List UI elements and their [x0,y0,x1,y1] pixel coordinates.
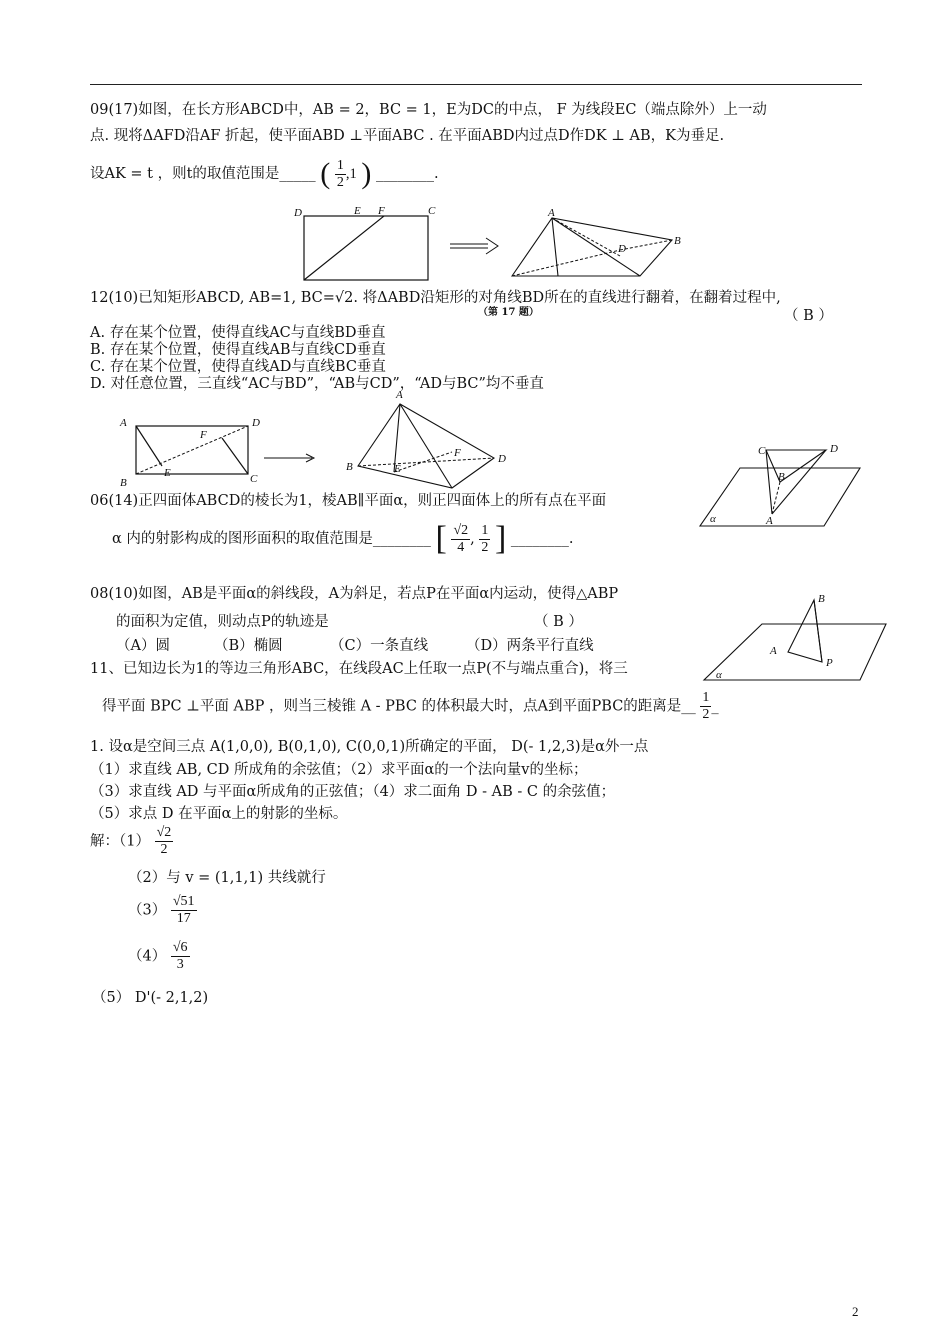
q1-sol1-frac [155,825,174,858]
q12-fig-label: C [250,473,258,485]
q12-fig-label: D [252,417,260,429]
q12-option-d: D. 对任意位置，三直线“AC与BD”，“AB与CD”，“AD与BC”均不垂直 [90,376,544,392]
q12-fig-label: B [120,477,127,489]
q12-fig-label: A [120,417,127,429]
q09-line1: 09(17)如图，在长方形ABCD中，AB = 2，BC = 1，E为DC的中点， F 为线段EC（端点除外）上一动 [90,102,767,118]
q11-ans-num: 1 [702,690,710,705]
q06-fig-label: B [778,471,785,483]
q12-fig-label: A [396,390,403,401]
q06-fig-label: C [758,445,766,457]
q1-s3-num: √51 [172,894,195,909]
q09-answer-num: 1 [336,157,344,173]
q08-fig-label: P [826,657,833,669]
q08-figure [700,590,890,686]
q12-fig-label: E [164,467,171,479]
q09-answer-fraction [335,158,346,191]
q12-fig-label: B [346,461,353,473]
q08-fig-label: B [818,593,825,605]
q12-option-c: C. 存在某个位置，使得直线AD与直线BC垂直 [90,359,386,375]
q1-sol1 [90,825,173,858]
q08-line2: 的面积为定值，则动点P的轨迹是 [116,614,329,630]
q11-answer [700,690,711,723]
header-rule [90,84,862,85]
q09-fig-label: E [354,205,361,217]
q11-line2 [102,690,719,723]
q06-ans-a [451,523,470,556]
q1-s4-label: （4） [128,948,167,965]
q12-fig-label: D [498,453,506,465]
q06-ans-b [479,523,490,556]
q09-fig-label: B [674,235,681,247]
q1-sol3-frac [171,894,197,927]
q08-fig-label: A [770,645,777,657]
q08-fig-label: α [716,669,722,681]
q09-line2: 点. 现将ΔAFD沿AF 折起，使平面ABD ⊥平面ABC . 在平面ABD内过点D作DK ⊥ AB，K为垂足. [90,128,725,144]
q11-line2-text: 得平面 BPC ⊥平面 ABP ，则当三棱锥 A - PBC 的体积最大时，点A到平面PBC的距离是__ [102,698,696,715]
q06-figure [696,438,866,530]
q1-s3-label: （3） [128,902,167,919]
q1-s4-den: 3 [176,957,184,972]
q11-ans-den: 2 [702,707,710,722]
q06-line2: α 内的射影构成的图形面积的取值范围是________ [ $\frac{√2}{4}$ , $\frac{1}{2}$ ] ________. [112,520,574,557]
q1-s1-den: 2 [160,842,168,857]
q1-part3: （5）求点 D 在平面α上的射影的坐标。 [90,806,348,822]
q06-fig-label: D [830,443,838,455]
q09-answer-den: 2 [336,174,344,190]
q09-caption: （第 17 题） [478,307,539,318]
q06-fig-label: α [710,513,716,525]
q1-s4-num: √6 [172,940,188,955]
q1-part1: （1）求直线 AB, CD 所成角的余弦值；（2）求平面α的一个法向量v的坐标； [90,762,588,778]
q06-ans-a-den: 4 [457,539,465,555]
q09-figure [290,204,690,294]
q08-option-b: （B）椭圆 [214,638,283,654]
q12-option-a: A. 存在某个位置，使得直线AC与直线BD垂直 [90,325,386,341]
q08-line1: 08(10)如图，AB是平面α的斜线段，A为斜足，若点P在平面α内运动，使得△ABP [90,586,619,602]
q1-sol4 [128,940,190,973]
q08-option-d: （D）两条平行直线 [466,638,594,654]
q11-line1: 11、已知边长为1的等边三角形ABC，在线段AC上任取一点P(不与端点重合)，将三 [90,661,628,677]
q09-answer-tail: ,1 [345,166,357,182]
q12-fig-label: F [200,429,207,441]
q09-fig-label: D [294,207,302,219]
q12-option-b: B. 存在某个位置，使得直线AB与直线CD垂直 [90,342,386,358]
q1-sol4-frac [171,940,190,973]
q12-answer: （ B ） [784,308,833,324]
q09-fig-label: A [548,207,555,219]
q06-ans-b-num: 1 [481,522,489,538]
q11-tail: _ [711,698,719,715]
q1-sol-label: 解：（1） [90,833,150,850]
q09-line3: 设AK = t ，则t的取值范围是_____ ( $\frac{1}{2}$ ,1 ) ________. [90,157,439,190]
q1-sol5: （5） D'(- 2,1,2) [92,990,209,1006]
q06-fig-label: A [766,515,773,527]
q12-stem: 12(10)已知矩形ABCD, AB=1, BC=√2. 将ΔABD沿矩形的对角线BD所在的直线进行翻着，在翻着过程中, [90,290,781,306]
q06-ans-a-num: √2 [453,522,469,538]
q1-sol3 [128,894,197,927]
q06-line2-prefix: α 内的射影构成的图形面积的取值范围是________ [112,531,431,547]
q06-ans-b-den: 2 [481,539,489,555]
q09-line3-prefix: 设AK = t ，则t的取值范围是_____ [90,166,316,182]
q1-sol2: （2）与 v = (1,1,1) 共线就行 [128,870,326,886]
q1-s1-num: √2 [156,825,172,840]
q12-fig-label: F [454,447,461,459]
page-number: 2 [852,1304,859,1319]
q1-stem: 1. 设α是空间三点 A(1,0,0), B(0,1,0), C(0,0,1)所确定的平面， D(- 1,2,3)是α外一点 [90,739,649,755]
q1-part2: （3）求直线 AD 与平面α所成角的正弦值；（4）求二面角 D - AB - C 的余弦值； [90,784,616,800]
q1-s3-den: 17 [176,911,191,926]
q09-line3-suffix: ________. [376,166,439,182]
q12-figure [112,390,522,490]
q06-line2-suffix: ________. [510,531,574,547]
q06-line1: 06(14)正四面体ABCD的棱长为1，棱AB∥平面α，则正四面体上的所有点在平面 [90,493,607,509]
q08-option-a: （A）圆 [116,638,170,654]
q12-fig-label: E [394,463,401,475]
q08-option-c: （C）一条直线 [330,638,429,654]
q08-answer: （ B ） [534,614,583,630]
q09-fig-label: F [378,205,385,217]
q09-fig-label: D [618,243,626,255]
q09-fig-label: C [428,205,436,217]
